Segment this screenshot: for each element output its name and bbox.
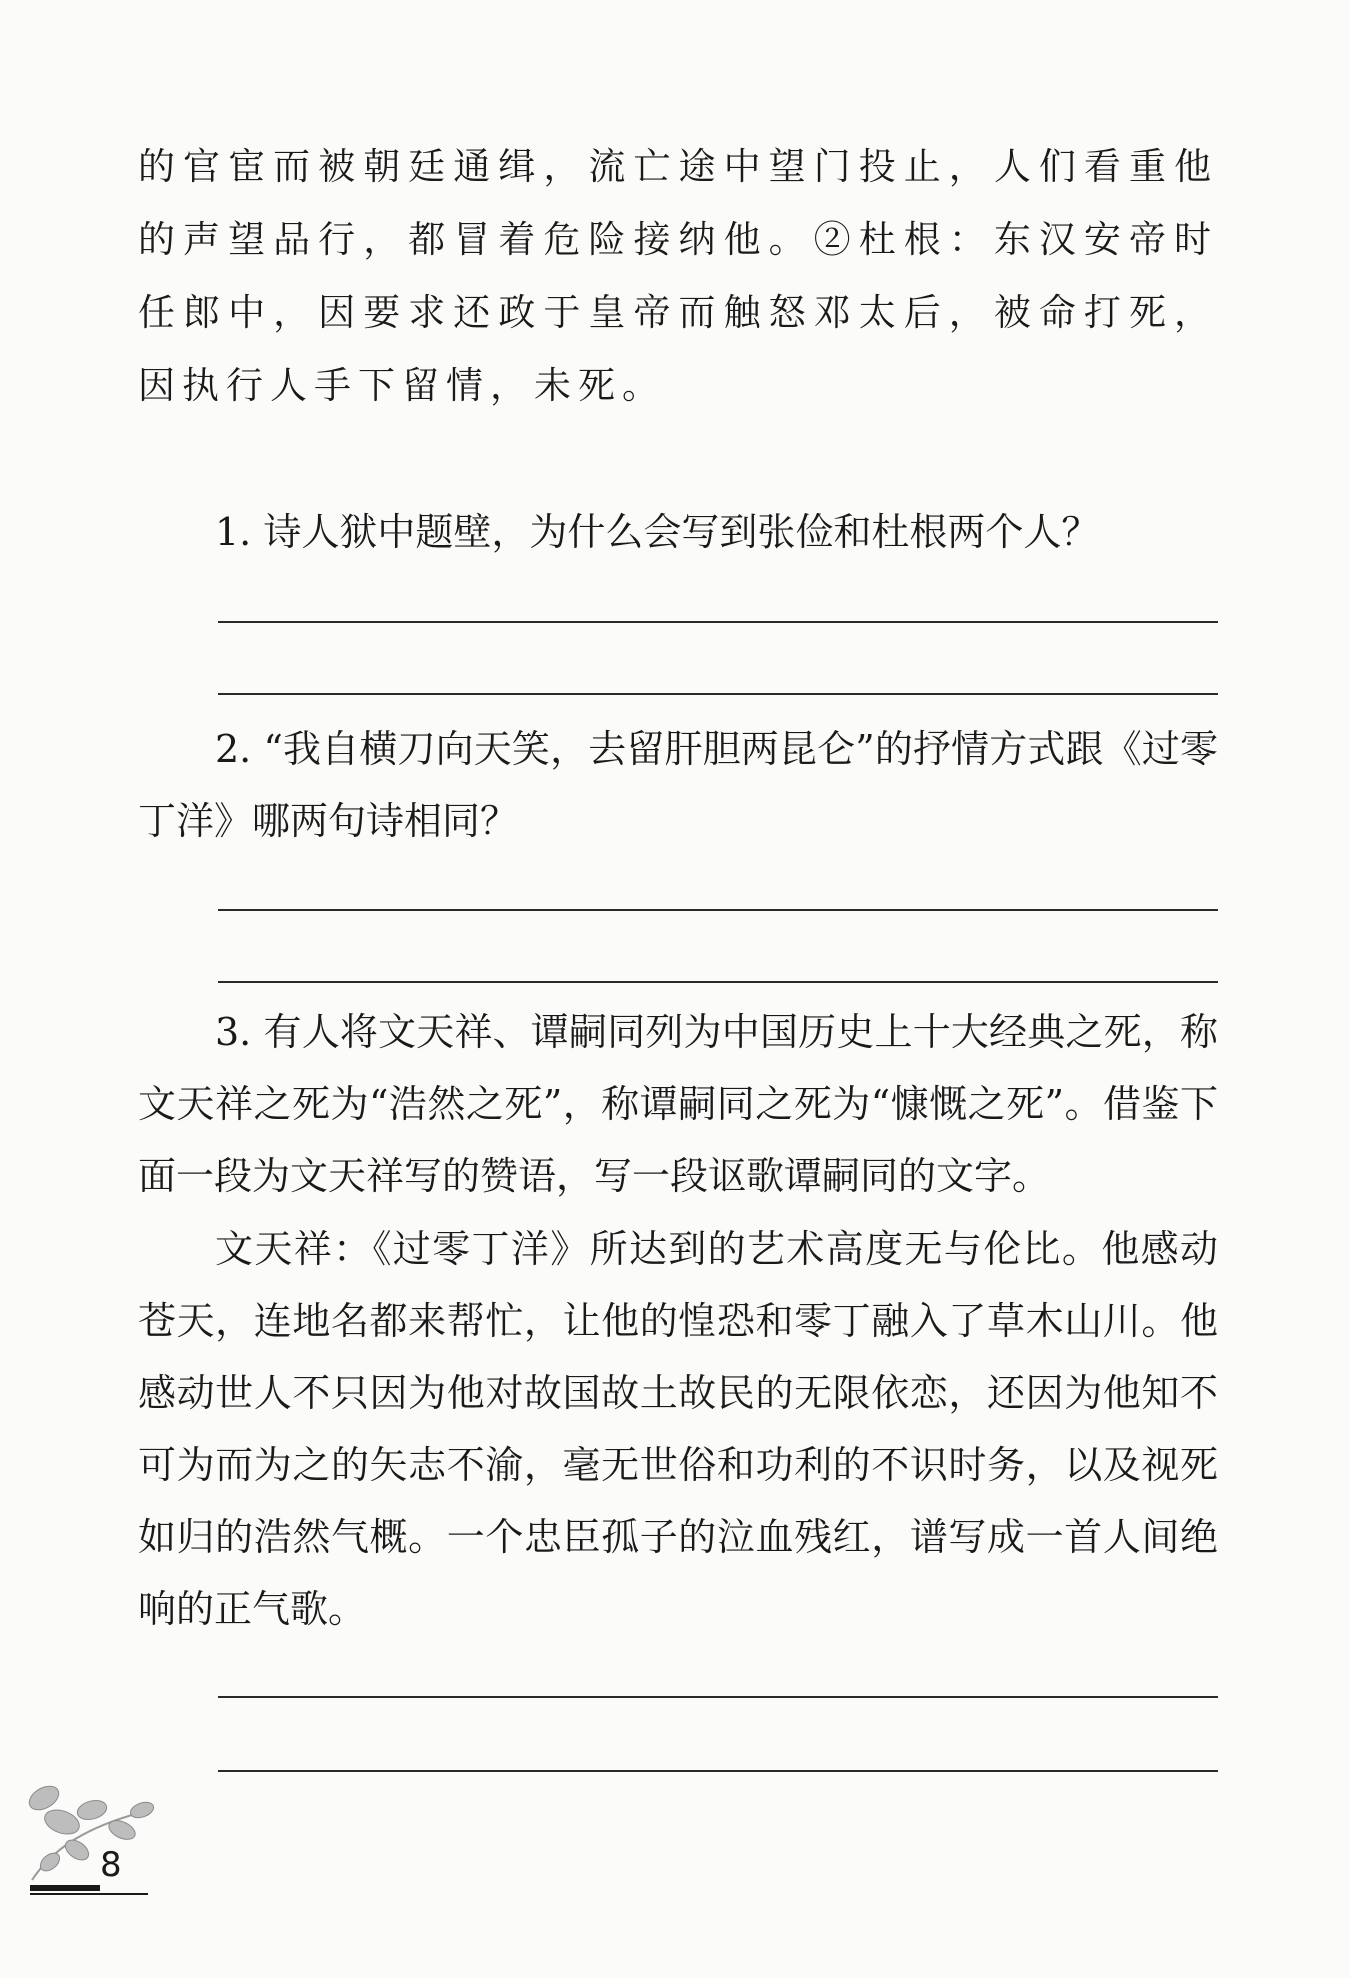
page-number-bar [30, 1885, 100, 1891]
example-passage: 文天祥：《过零丁洋》所达到的艺术高度无与伦比。他感动苍天，连地名都来帮忙，让他的惶恐和零丁融入了草木山川。他感动世人不只因为他对故国故土故民的无限依恋，还因为他知不可为而为之的矢志不渝，毫无世俗和功利的不识时务，以及视死如归的浩然气概。一个忠臣孤子的泣血残红，谱写成一首人间绝响的正气歌。 [138, 1227, 1218, 1631]
answer-line[interactable] [218, 693, 1218, 695]
leaf-branch-icon [22, 1770, 172, 1890]
question-1: 1. 诗人狱中题壁，为什么会写到张俭和杜根两个人？ [215, 510, 1100, 554]
answer-line[interactable] [218, 621, 1218, 623]
page-number-rule [30, 1893, 148, 1895]
answer-line[interactable] [218, 981, 1218, 983]
question-3: 3. 有人将文天祥、谭嗣同列为中国历史上十大经典之死，称文天祥之死为“浩然之死”，称谭嗣同之死为“慷慨之死”。借鉴下面一段为文天祥写的赞语，写一段讴歌谭嗣同的文字。 [138, 1010, 1218, 1198]
question-2: 2. “我自横刀向天笑，去留肝胆两昆仑”的抒情方式跟《过零丁洋》哪两句诗相同？ [138, 727, 1218, 843]
answer-line[interactable] [218, 1696, 1218, 1698]
answer-line[interactable] [218, 909, 1218, 911]
footnote-text: 的官宦而被朝廷通缉，流亡途中望门投止，人们看重他的声望品行，都冒着危险接纳他。②杜根：东汉安帝时任郎中，因要求还政于皇帝而触怒邓太后，被命打死，因执行人手下留情，未死。 [138, 145, 1218, 407]
page-number: 8 [100, 1845, 122, 1885]
answer-line[interactable] [218, 1770, 1218, 1772]
